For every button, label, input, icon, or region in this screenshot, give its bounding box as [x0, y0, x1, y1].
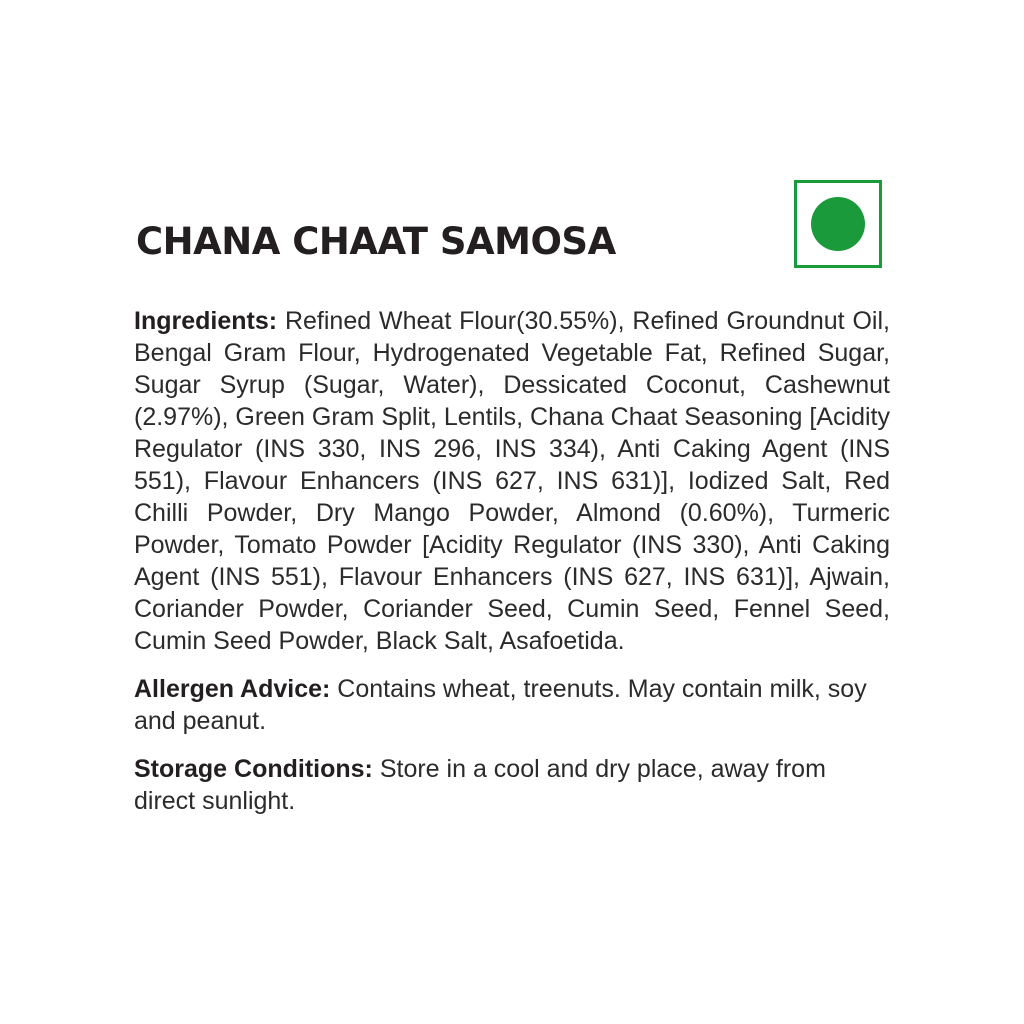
ingredients-section [134, 305, 890, 657]
allergen-text: Contains wheat, treenuts. May contain milk, soy and peanut. [134, 675, 867, 735]
ingredients-label: Ingredients: [134, 307, 278, 335]
allergen-section [134, 673, 890, 737]
ingredients-text: Refined Wheat Flour(30.55%), Refined Groundnut Oil, Bengal Gram Flour, Hydrogenated Vegetable Fat, Refined Sugar, Sugar Syrup (Sugar, Water), Dessicated Coconut, Cashewnut (2.97%), Green Gram Split, Lentils, Chana Chaat Seasoning [Acidity Regulator (INS 330, INS 296, INS 334), Anti Caking Agent (INS 551), Flavour Enhancers (INS 627, INS 631)], Iodized Salt, Red Chilli Powder, Dry Mango Powder, Almond (0.60%), Turmeric Powder, Tomato Powder [Acidity Regulator (INS 330), Anti Caking Agent (INS 551), Flavour Enhancers (INS 627, INS 631)], Ajwain, Coriander Powder, Coriander Seed, Cumin Seed, Fennel Seed, Cumin Seed Powder, Black Salt, Asafoetida. [134, 307, 890, 655]
vegetarian-mark-icon [794, 180, 882, 268]
storage-label: Storage Conditions: [134, 755, 373, 783]
vegetarian-dot [811, 197, 865, 251]
allergen-label: Allergen Advice: [134, 675, 331, 703]
storage-section [134, 753, 890, 817]
storage-text: Store in a cool and dry place, away from direct sunlight. [134, 755, 826, 815]
product-title: CHANA CHAAT SAMOSA [136, 220, 616, 263]
product-info [134, 305, 890, 833]
